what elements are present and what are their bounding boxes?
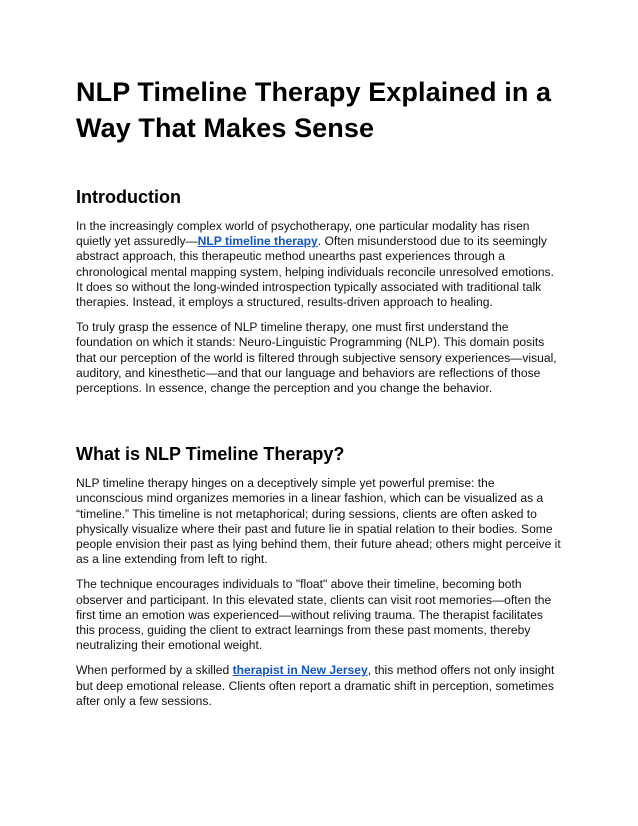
intro-paragraph-1-text-start: In the increasingly complex world of psychotherapy, one particular modality has risen quietly yet assuredly— xyxy=(76,219,530,249)
intro-paragraph-2: To truly grasp the essence of NLP timeline therapy, one must first understand the foundation on which it stands: Neuro-Linguistic Programming (NLP). This domain posits that our perception of the world is filtered through subjective sensory experiences—visual, auditory, and kinesthetic—and that our language and behaviors are reflections of those perceptions. In essence, change the perception and you change the behavior. xyxy=(76,320,557,396)
document-title: NLP Timeline Therapy Explained in a Way That Makes Sense xyxy=(76,77,552,143)
what-is-paragraph-3-text-end: , this method offers not only insight but deep emotional release. Clients often report a dramatic shift in perception, sometimes after only a few sessions. xyxy=(76,663,555,708)
section-heading-what-is: What is NLP Timeline Therapy? xyxy=(76,444,345,465)
what-is-paragraph-1: NLP timeline therapy hinges on a deceptively simple yet powerful premise: the unconscious mind organizes memories in a linear fashion, which can be visualized as a “timeline.” This timeline is not metaphorical; during sessions, clients are often asked to physically visualize where their past and future lie in spatial relation to their bodies. Some people envision their past as lying behind them, their future ahead; others might perceive it as a line extending from left to right. xyxy=(76,476,561,567)
therapist-new-jersey-link[interactable]: therapist in New Jersey xyxy=(232,663,368,678)
intro-paragraph-1 xyxy=(76,219,564,310)
what-is-paragraph-3-text-start: When performed by a skilled xyxy=(76,663,233,678)
what-is-paragraph-3 xyxy=(76,663,564,709)
nlp-timeline-therapy-link[interactable]: NLP timeline therapy xyxy=(197,234,318,249)
section-heading-introduction: Introduction xyxy=(76,187,181,207)
intro-paragraph-1-text-end: . Often misunderstood due to its seemingly abstract approach, this therapeutic method unearths past experiences through a chronological mental mapping system, helping individuals reconcile unresolved emotions. It does so without the long-winded introspection typically associated with traditional talk therapies. Instead, it employs a structured, results-driven approach to healing. xyxy=(76,234,554,310)
what-is-paragraph-2: The technique encourages individuals to "float" above their timeline, becoming both observer and participant. In this elevated state, clients can visit root memories—often the first time an emotion was experienced—without reliving trauma. The therapist facilitates this process, guiding the client to extract learnings from these past moments, thereby neutralizing their emotional weight. xyxy=(76,577,552,653)
